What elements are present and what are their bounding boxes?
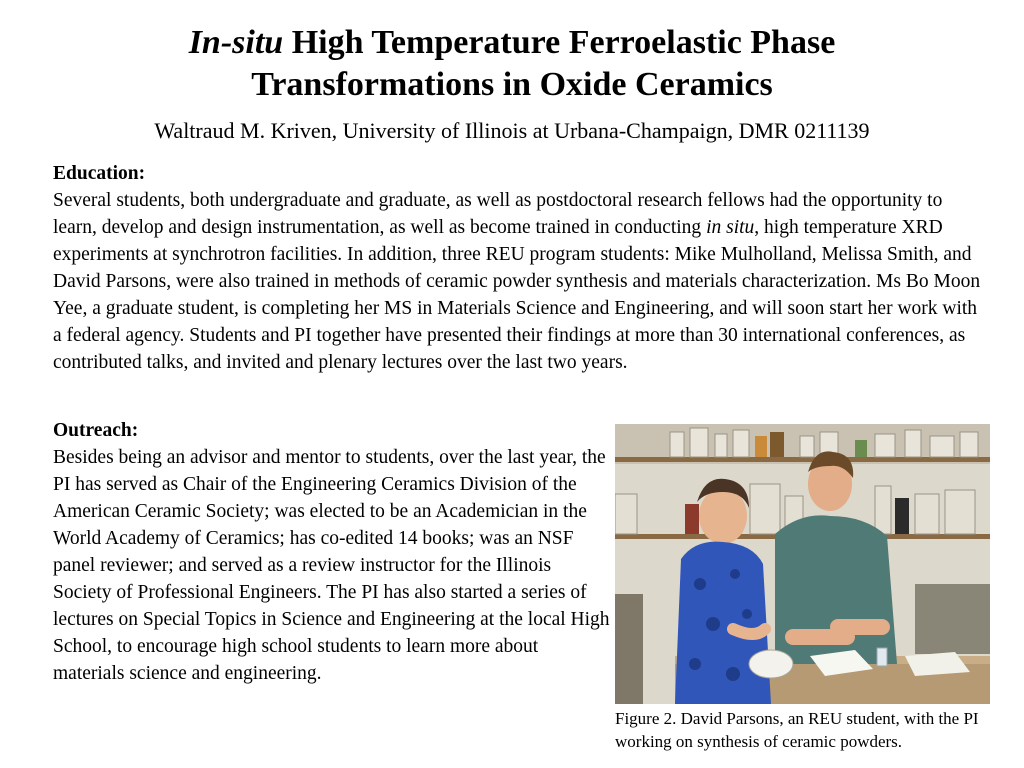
figure-caption: Figure 2. David Parsons, an REU student, with the PI working on synthesis of ceramic powders. xyxy=(615,709,979,751)
lab-photo xyxy=(615,424,990,704)
education-section xyxy=(53,160,983,376)
author-line: Waltraud M. Kriven, University of Illinois at Urbana-Champaign, DMR 0211139 xyxy=(154,118,870,143)
outreach-text: Besides being an advisor and mentor to students, over the last year, the PI has served as Chair of the Engineering Ceramics Division of the American Ceramic Society; was elected to be an Academician in the World Academy of Ceramics; has co-edited 14 books; was an NSF panel reviewer; and served as a review instructor for the Illinois Society of Professional Engineers. The PI has also started a series of lectures on Special Topics in Science and Engineering at the local High School, to encourage high school students to learn more about materials science and engineering. xyxy=(53,447,610,684)
title-line2: Transformations in Oxide Ceramics xyxy=(251,66,773,103)
education-heading: Education: xyxy=(53,163,146,184)
outreach-heading: Outreach: xyxy=(53,420,139,441)
outreach-section xyxy=(53,417,613,687)
title-rest: High Temperature Ferroelastic Phase xyxy=(291,24,836,61)
lab-photo-illustration xyxy=(615,424,990,704)
education-text-italic: in situ xyxy=(706,217,755,238)
page-title xyxy=(0,22,1024,106)
education-text-2: , high temperature XRD experiments at synchrotron facilities. In addition, three REU program students: Mike Mulholland, Melissa Smith, and David Parsons, were also trained in methods of ceramic powder synthesis and materials characterization. Ms Bo Moon Yee, a graduate student, is completing her MS in Materials Science and Engineering, and will soon start her work with a federal agency. Students and PI together have presented their findings at more than 30 international conferences, as contributed talks, and invited and plenary lectures over the last two years. xyxy=(53,217,981,373)
title-italic: In-situ xyxy=(188,24,284,61)
education-text-1: Several students, both undergraduate and graduate, as well as postdoctoral research fellows had the opportunity to learn, develop and design instrumentation, as well as become trained in conducting xyxy=(53,190,943,238)
